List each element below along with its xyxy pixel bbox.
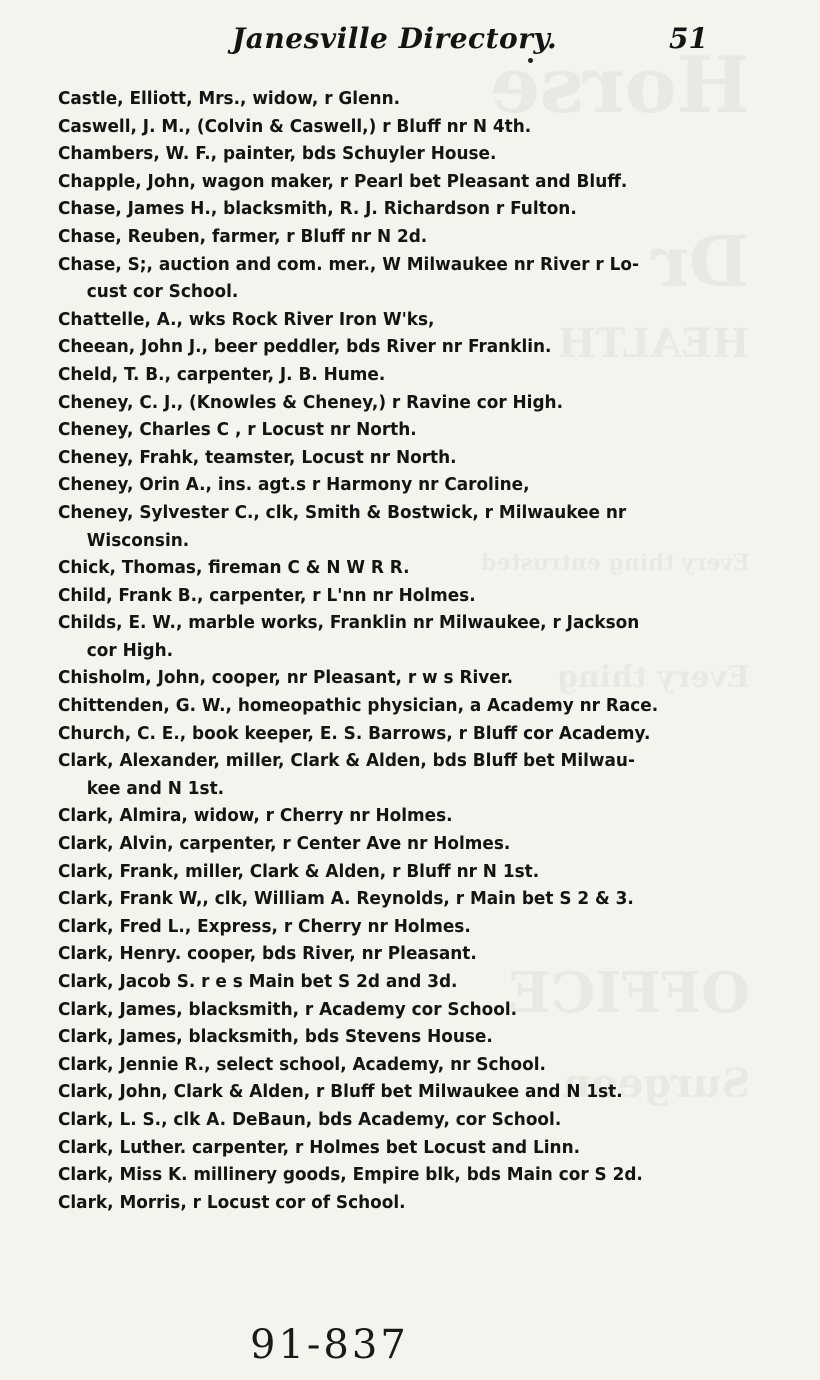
entry-continuation-line: cust cor School. [86,282,239,303]
entry-line: Chick, Thomas, fireman C & N W R R. [58,558,410,579]
entry-line: Chapple, John, wagon maker, r Pearl bet Pleasant and Bluff. [58,171,628,192]
directory-entry [58,941,711,969]
directory-entry [58,610,711,665]
entry-line: Chase, Reuben, farmer, r Bluff nr N 2d. [58,226,428,247]
entry-line: Clark, Jacob S. r e s Main bet S 2d and 3d. [58,972,458,992]
directory-entry [58,555,711,583]
entry-line: Clark, James, blacksmith, bds Stevens House. [58,1027,493,1048]
entry-line: Clark, Frank, miller, Clark & Alden, r Bluff nr N 1st. [58,861,540,882]
entry-line: Clark, Alexander, miller, Clark & Alden, bds Bluff bet Milwau- [58,751,635,772]
entry-line: Clark, Jennie R., select school, Academy, nr School. [58,1054,546,1075]
directory-entry [58,1107,711,1135]
directory-entry [58,362,711,390]
directory-entry [58,86,711,114]
directory-entry [58,224,711,252]
directory-entry [58,721,711,749]
directory-entry [58,665,711,693]
directory-entry [58,472,711,500]
page-header [0,22,820,62]
entry-line: Chambers, W. F., painter, bds Schuyler House. [58,144,497,165]
entry-line: Clark, James, blacksmith, r Academy cor School. [58,999,518,1020]
directory-entry [58,859,711,887]
directory-entry [58,748,711,803]
entry-line: Clark, Almira, widow, r Cherry nr Holmes. [58,806,453,827]
page-number: 51 [669,22,708,55]
entry-continuation-line: kee and N 1st. [86,778,225,799]
directory-entry [58,445,711,473]
entry-line: Cheney, Orin A., ins. agt.s r Harmony nr Caroline, [58,475,530,496]
directory-entries [58,86,738,1217]
entry-line: Child, Frank B., carpenter, r L'nn nr Holmes. [58,585,476,606]
directory-entry [58,114,711,142]
directory-entry [58,914,711,942]
entry-line: Church, C. E., book keeper, E. S. Barrows, r Bluff cor Academy. [58,723,651,744]
entry-line: Clark, Morris, r Locust cor of School. [58,1192,406,1213]
entry-line: Clark, Luther. carpenter, r Holmes bet Locust and Linn. [58,1137,581,1158]
directory-entry [58,196,711,224]
entry-line: Clark, Frank W,, clk, William A. Reynolds, r Main bet S 2 & 3. [58,889,634,910]
entry-line: Clark, Miss K. millinery goods, Empire blk, bds Main cor S 2d. [58,1165,643,1186]
entry-line: Clark, Alvin, carpenter, r Center Ave nr Holmes. [58,834,511,855]
entry-line: Caswell, J. M., (Colvin & Caswell,) r Bluff nr N 4th. [58,116,532,137]
entry-line: Chisholm, John, cooper, nr Pleasant, r w s River. [58,668,514,689]
directory-entry [58,803,711,831]
directory-entry [58,1024,711,1052]
directory-entry [58,1079,711,1107]
entry-line: Clark, Henry. cooper, bds River, nr Pleasant. [58,944,477,965]
entry-continuation-line: Wisconsin. [86,530,190,551]
directory-entry [58,417,711,445]
handwritten-call-number: 91-837 [250,1322,409,1368]
running-title: Janesville Directory. [232,22,558,55]
directory-entry [58,583,711,611]
directory-entry [58,500,711,555]
ink-dot [528,58,533,63]
directory-entry [58,334,711,362]
entry-line: Cheney, C. J., (Knowles & Cheney,) r Ravine cor High. [58,392,563,413]
entry-line: Chase, James H., blacksmith, R. J. Richardson r Fulton. [58,199,577,220]
entry-continuation-line: cor High. [86,640,174,661]
directory-entry [58,1190,711,1218]
entry-line: Chattelle, A., wks Rock River Iron W'ks, [58,309,435,330]
entry-line: Childs, E. W., marble works, Franklin nr Milwaukee, r Jackson [58,613,640,634]
entry-line: Cheney, Sylvester C., clk, Smith & Bostwick, r Milwaukee nr [58,502,627,523]
directory-entry [58,1162,711,1190]
directory-entry [58,390,711,418]
entry-line: Cheld, T. B., carpenter, J. B. Hume. [58,364,386,385]
directory-entry [58,1135,711,1163]
directory-entry [58,1052,711,1080]
directory-entry [58,693,711,721]
entry-line: Cheney, Charles C , r Locust nr North. [58,420,417,441]
entry-line: Cheean, John J., beer peddler, bds River nr Franklin. [58,337,552,358]
directory-entry [58,252,711,307]
directory-entry [58,307,711,335]
entry-line: Cheney, Frahk, teamster, Locust nr North. [58,447,457,468]
entry-line: Castle, Elliott, Mrs., widow, r Glenn. [58,89,401,109]
directory-entry [58,169,711,197]
directory-entry [58,831,711,859]
directory-entry [58,141,711,169]
directory-entry [58,969,711,997]
directory-entry [58,997,711,1025]
entry-line: Chase, S;, auction and com. mer., W Milwaukee nr River r Lo- [58,254,640,275]
entry-line: Clark, Fred L., Express, r Cherry nr Holmes. [58,916,471,937]
directory-entry [58,886,711,914]
entry-line: Clark, L. S., clk A. DeBaun, bds Academy, cor School. [58,1109,562,1130]
entry-line: Chittenden, G. W., homeopathic physician, a Academy nr Race. [58,696,659,717]
entry-line: Clark, John, Clark & Alden, r Bluff bet Milwaukee and N 1st. [58,1082,623,1103]
